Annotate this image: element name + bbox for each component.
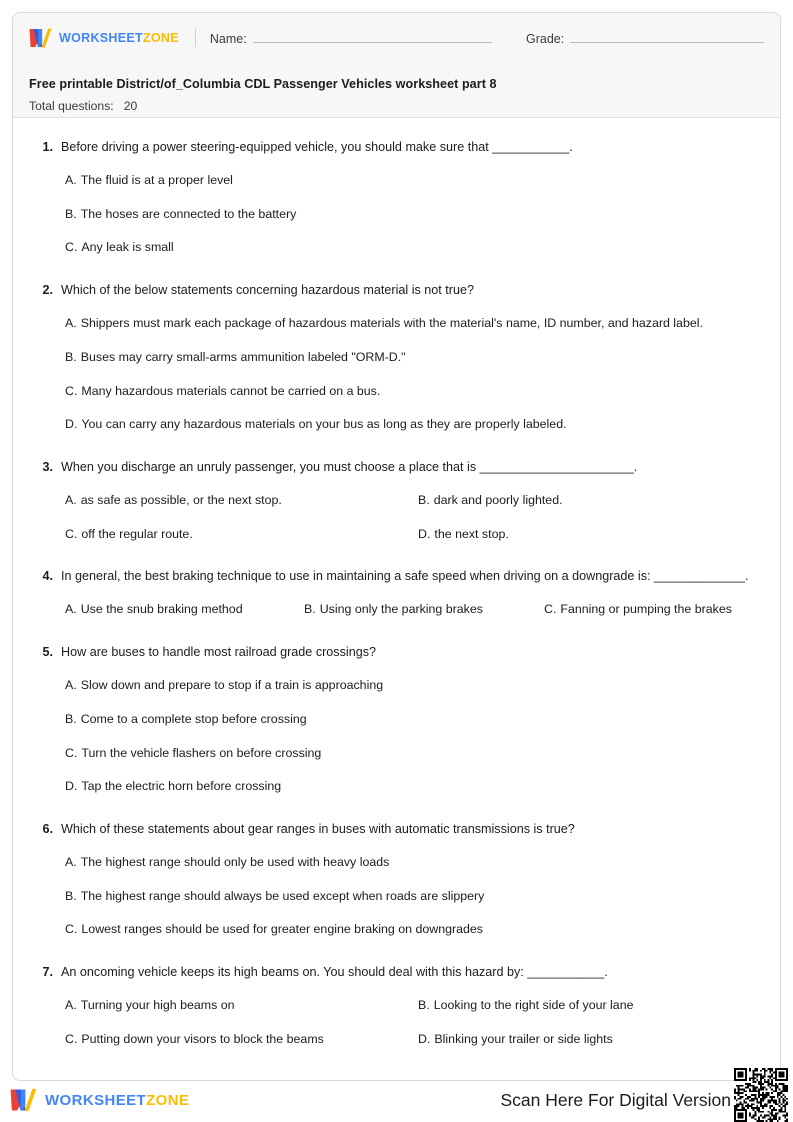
answer-text: The hoses are connected to the battery: [80, 206, 297, 221]
answer-text: as safe as possible, or the next stop.: [80, 493, 282, 508]
name-field[interactable]: [210, 30, 492, 46]
answer-option[interactable]: [61, 383, 758, 401]
answer-options: [61, 854, 758, 939]
question-text: Which of the below statements concerning hazardous material is not true?: [61, 283, 475, 298]
answer-option[interactable]: [61, 315, 758, 333]
answer-letter: C.: [65, 526, 78, 541]
answer-text: You can carry any hazardous materials on your bus as long as they are properly labeled.: [81, 417, 567, 432]
answer-option[interactable]: [540, 601, 732, 619]
answer-text: Slow down and prepare to stop if a train is approaching: [80, 678, 384, 693]
answer-option[interactable]: [61, 745, 758, 763]
answer-option[interactable]: [61, 997, 414, 1015]
question-number: 7.: [42, 964, 53, 979]
answer-options: [61, 492, 758, 543]
answer-letter: B.: [304, 602, 316, 617]
total-questions-value: 20: [123, 99, 138, 113]
answer-option[interactable]: [61, 492, 414, 510]
worksheet-zone-logo-icon: [29, 28, 53, 48]
question-item: [35, 567, 758, 619]
answer-option[interactable]: [61, 921, 758, 939]
answer-text: Any leak is small: [81, 240, 174, 255]
answer-letter: B.: [418, 493, 430, 508]
answer-letter: C.: [544, 602, 557, 617]
answer-text: Looking to the right side of your lane: [433, 998, 634, 1013]
answer-letter: C.: [65, 922, 78, 937]
answer-text: Turning your high beams on: [80, 998, 235, 1013]
question-body: [61, 643, 758, 796]
answer-option[interactable]: [61, 854, 758, 872]
answer-text: Putting down your visors to block the beams: [81, 1031, 324, 1046]
answer-text: Tap the electric horn before crossing: [81, 779, 282, 794]
answer-option[interactable]: [61, 416, 758, 434]
question-body: [61, 963, 758, 1048]
answer-letter: A.: [65, 678, 77, 693]
footer-brand-name-part1: WORKSHEET: [45, 1091, 147, 1109]
answer-options: [61, 997, 758, 1048]
question-number: 6.: [42, 821, 53, 836]
brand-name-part1: WORKSHEET: [59, 31, 143, 45]
answer-letter: B.: [65, 349, 77, 364]
answer-option[interactable]: [61, 711, 758, 729]
answer-option[interactable]: [414, 1031, 758, 1049]
answer-text: Turn the vehicle flashers on before crossing: [81, 745, 322, 760]
answer-letter: B.: [418, 998, 430, 1013]
question-text: An oncoming vehicle keeps its high beams on. You should deal with this hazard by: ___________.: [61, 964, 608, 979]
answer-text: Lowest ranges should be used for greater engine braking on downgrades: [81, 922, 483, 937]
answer-options: [61, 677, 758, 795]
answer-option[interactable]: [61, 206, 758, 224]
answer-text: Fanning or pumping the brakes: [560, 602, 732, 617]
question-text: When you discharge an unruly passenger, you must choose a place that is ______________________.: [61, 459, 638, 474]
question-text: Which of these statements about gear ranges in buses with automatic transmissions is true?: [61, 821, 575, 836]
question-text: How are buses to handle most railroad grade crossings?: [61, 645, 377, 660]
answer-text: Many hazardous materials cannot be carried on a bus.: [81, 383, 381, 398]
answer-letter: C.: [65, 240, 78, 255]
question-body: [61, 458, 758, 543]
answer-option[interactable]: [414, 997, 758, 1015]
answer-option[interactable]: [414, 526, 758, 544]
qr-code-icon[interactable]: [734, 1068, 788, 1122]
answer-letter: A.: [65, 316, 77, 331]
question-item: [35, 138, 758, 257]
grade-label: Grade:: [526, 32, 565, 46]
footer-brand-name-part2: ZONE: [146, 1091, 190, 1109]
question-number: 2.: [42, 283, 53, 298]
answer-option[interactable]: [61, 601, 300, 619]
answer-text: Use the snub braking method: [80, 602, 243, 617]
answer-letter: D.: [418, 1031, 431, 1046]
answer-text: the next stop.: [434, 526, 509, 541]
name-label: Name:: [209, 32, 247, 46]
name-input-line[interactable]: [253, 30, 492, 43]
answer-letter: D.: [65, 417, 78, 432]
answer-letter: A.: [65, 855, 77, 870]
question-text: In general, the best braking technique to use in maintaining a safe speed when driving on a downgrade is: _____________.: [61, 569, 749, 584]
question-body: [61, 567, 758, 619]
answer-option[interactable]: [61, 526, 414, 544]
page-footer: [0, 1081, 793, 1122]
footer-brand-logo: [10, 1088, 189, 1112]
question-item: [35, 820, 758, 939]
question-text: Before driving a power steering-equipped vehicle, you should make sure that ___________.: [61, 140, 573, 154]
question-body: [61, 281, 758, 434]
answer-letter: A.: [65, 602, 77, 617]
answer-text: The highest range should only be used with heavy loads: [80, 855, 390, 870]
answer-text: The fluid is at a proper level: [80, 173, 233, 188]
answer-option[interactable]: [61, 239, 758, 257]
grade-input-line[interactable]: [570, 30, 764, 43]
question-item: [35, 643, 758, 796]
header-top-row: [29, 25, 764, 51]
footer-brand-logo-text: [45, 1092, 189, 1109]
answer-options: [61, 601, 758, 619]
answer-text: The highest range should always be used except when roads are slippery: [80, 888, 485, 903]
brand-logo: [29, 28, 179, 48]
answer-letter: B.: [65, 888, 77, 903]
answer-option[interactable]: [414, 492, 758, 510]
answer-text: Blinking your trailer or side lights: [434, 1031, 613, 1046]
answer-letter: C.: [65, 745, 78, 760]
answer-option[interactable]: [61, 778, 758, 796]
question-number: 1.: [42, 140, 53, 154]
worksheet-header: [13, 13, 780, 118]
answer-letter: D.: [418, 526, 431, 541]
answer-options: [61, 172, 758, 257]
question-body: [61, 138, 758, 257]
answer-option[interactable]: [61, 677, 758, 695]
answer-option[interactable]: [61, 1031, 414, 1049]
answer-letter: D.: [65, 779, 78, 794]
header-divider: [195, 29, 196, 47]
question-item: [35, 281, 758, 434]
worksheet-zone-logo-icon: [10, 1088, 38, 1112]
worksheet-card: [12, 12, 781, 1081]
question-number: 5.: [42, 645, 53, 660]
answer-text: off the regular route.: [81, 526, 193, 541]
answer-letter: A.: [65, 173, 77, 188]
brand-name-part2: ZONE: [142, 31, 179, 45]
worksheet-title: Free printable District/of_Columbia CDL Passenger Vehicles worksheet part 8: [29, 77, 497, 91]
grade-field[interactable]: [526, 30, 764, 46]
answer-text: Buses may carry small-arms ammunition labeled "ORM-D.": [80, 349, 406, 364]
scan-label: Scan Here For Digital Version: [500, 1090, 731, 1110]
answer-option[interactable]: [300, 601, 540, 619]
answer-letter: C.: [65, 383, 78, 398]
answer-options: [61, 315, 758, 433]
question-number: 4.: [42, 569, 53, 584]
answer-letter: B.: [65, 206, 77, 221]
question-body: [61, 820, 758, 939]
answer-text: dark and poorly lighted.: [433, 493, 563, 508]
total-questions: [29, 99, 764, 113]
answer-letter: B.: [65, 711, 77, 726]
questions-list: [13, 118, 780, 1081]
answer-text: Come to a complete stop before crossing: [80, 711, 307, 726]
question-item: [35, 458, 758, 543]
answer-option[interactable]: [61, 172, 758, 190]
answer-option[interactable]: [61, 349, 758, 367]
total-questions-label: Total questions:: [29, 99, 114, 113]
answer-option[interactable]: [61, 888, 758, 906]
answer-letter: A.: [65, 493, 77, 508]
answer-text: Using only the parking brakes: [319, 602, 483, 617]
question-number: 3.: [42, 459, 53, 474]
brand-logo-text: [59, 31, 179, 45]
answer-text: Shippers must mark each package of hazardous materials with the material's name, ID number, and hazard label.: [80, 316, 703, 331]
answer-letter: C.: [65, 1031, 78, 1046]
question-item: [35, 963, 758, 1048]
answer-letter: A.: [65, 998, 77, 1013]
